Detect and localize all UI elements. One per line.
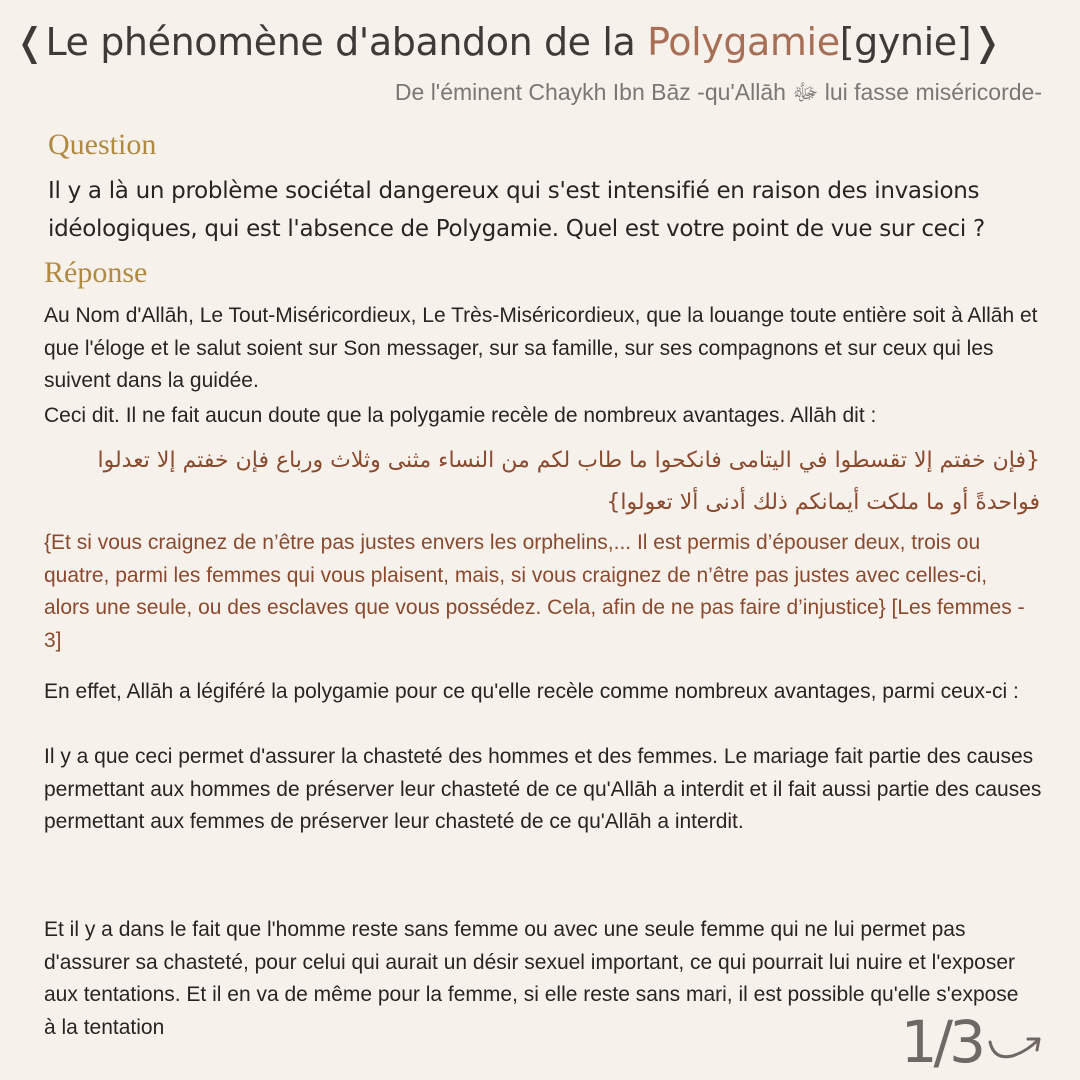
page-indicator — [900, 1008, 1046, 1076]
page-number: 1/3 — [900, 1008, 982, 1076]
verse-translation: {Et si vous craignez de n’être pas justes envers les orphelins,... Il est permis d’épouser deux, trois ou quatre, parmi les femmes qui vous plaisent, mais, si vous craignez de n’être pas justes avec celles-ci, alors une seule, ou des esclaves que vous possédez. Cela, afin de ne pas faire d’injustice} [Les femmes - 3] — [44, 531, 1025, 652]
title-suffix: [gynie] — [839, 20, 972, 64]
answer-paragraph-3: Et il y a dans le fait que l'homme reste sans femme ou avec une seule femme qui ne lui permet pas d'assurer sa chasteté, pour celui qui aurait un désir sexuel important, ce qui pourrait lui nuire et l'exposer aux tentations. Et il en va de même pour la femme, si elle reste sans mari, il est possible qu'elle s'expose à la tentation — [44, 918, 1019, 1039]
title-main: Le phénomène d'abandon de la — [45, 20, 648, 64]
curved-arrow-right-icon[interactable] — [986, 1032, 1046, 1062]
question-text: Il y a là un problème sociétal dangereux qui s'est intensifié en raison des invasions idéologiques, qui est l'absence de Polygamie. Quel est votre point de vue sur ceci ? — [48, 178, 985, 242]
answer-paragraph-1: En effet, Allāh a légiféré la polygamie pour ce qu'elle recèle comme nombreux avantages, parmi ceux-ci : — [44, 680, 1019, 703]
title-open-bracket: ❬ — [14, 20, 46, 64]
subtitle-author: De l'éminent Chaykh Ibn Bāz -qu'Allāh ﷻ lui fasse miséricorde- — [394, 79, 1042, 105]
answer-paragraph-2: Il y a que ceci permet d'assurer la chasteté des hommes et des femmes. Le mariage fait partie des causes permettant aux hommes de préserver leur chasteté de ce qu'Allāh a interdit et il fait aussi partie des causes permettant aux femmes de préserver leur chasteté de ce qu'Allāh a interdit. — [44, 745, 1042, 833]
answer-ceci-dit: Ceci dit. Il ne fait aucun doute que la polygamie recèle de nombreux avantages. Allāh dit : — [44, 404, 877, 427]
answer-intro: Au Nom d'Allāh, Le Tout-Miséricordieux, Le Très-Miséricordieux, que la louange toute entière soit à Allāh et que l'éloge et le salut soient sur Son messager, sur sa famille, sur ses compagnons et sur ceux qui les suivent dans la guidée. — [44, 304, 1038, 392]
title-accent: Polygamie — [647, 20, 840, 64]
answer-heading: Réponse — [44, 256, 148, 289]
question-heading: Question — [48, 128, 157, 161]
title-close-bracket: ❭ — [971, 20, 1003, 64]
arabic-verse: {فإن خفتم إلا تقسطوا في اليتامى فانكحوا ما طاب لكم من النساء مثنى وثلاث ورباع فإن خفتم إلا تعدلوا فواحدةً أو ما ملكت أيمانكم ذلك أدنى ألا تعولوا} — [97, 448, 1040, 515]
page-title — [14, 14, 1066, 70]
